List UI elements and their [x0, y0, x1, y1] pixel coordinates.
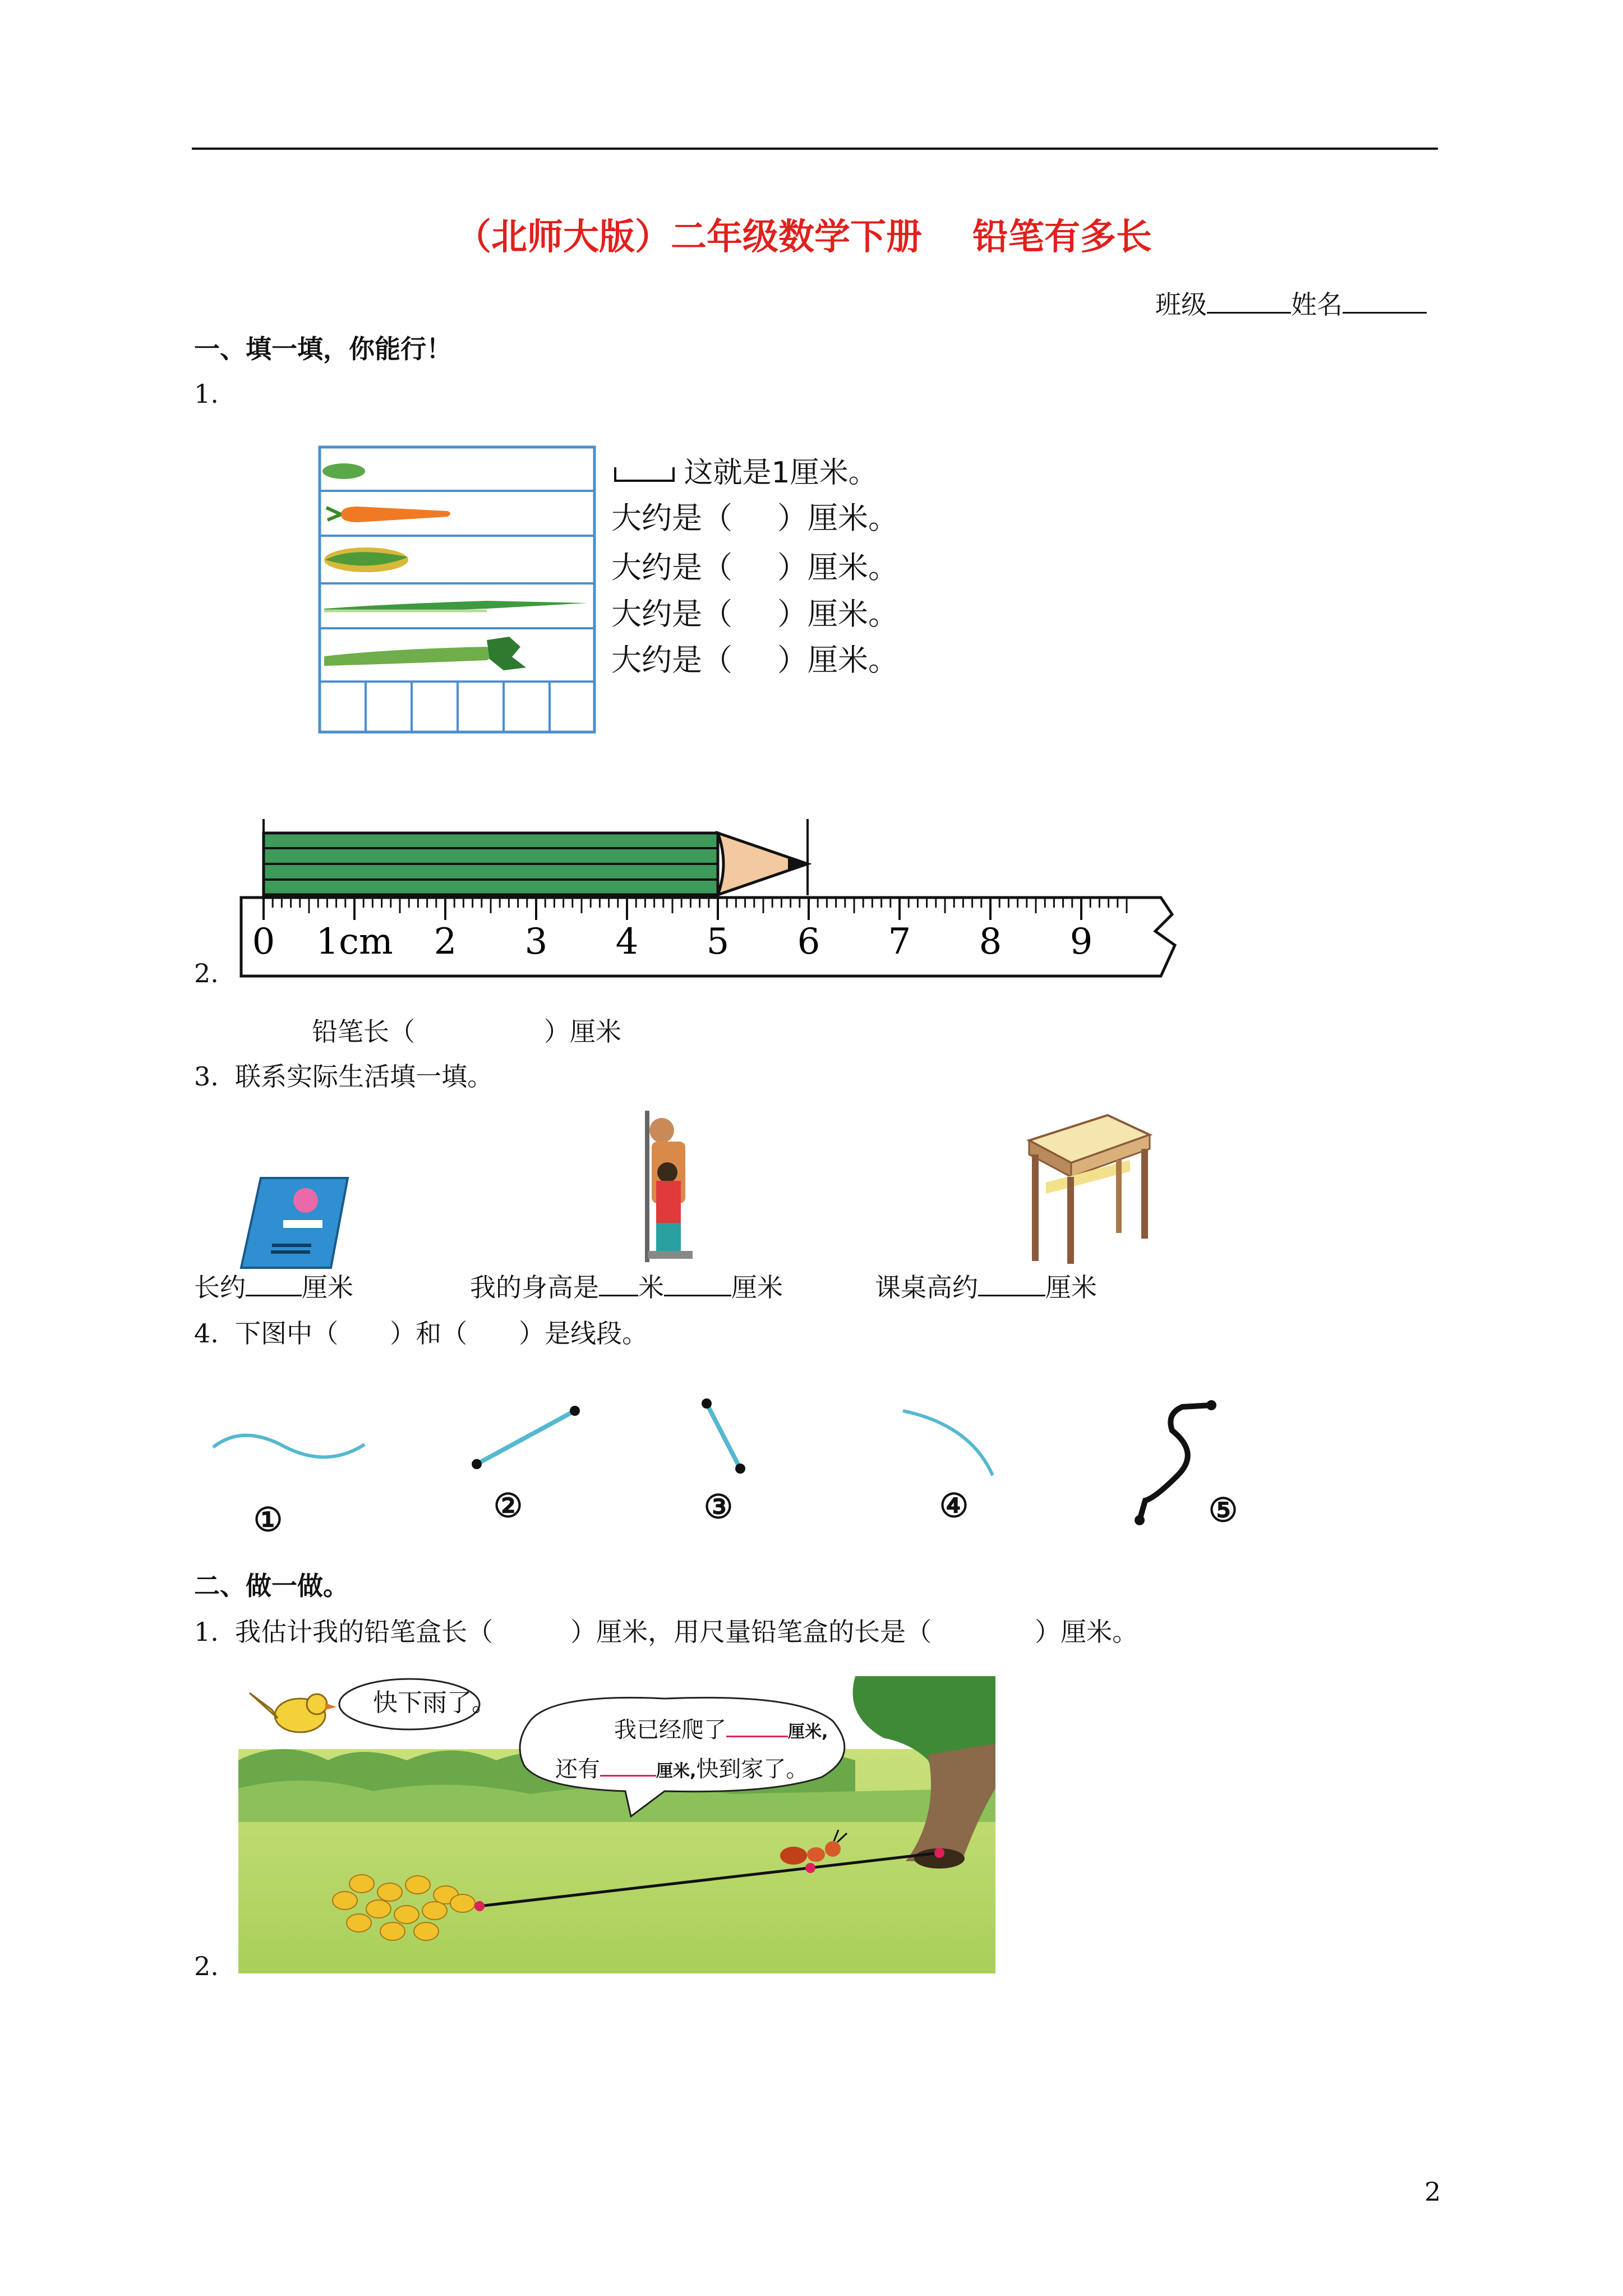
q1-answer-2[interactable] — [732, 555, 777, 578]
q1-answer-3[interactable] — [732, 602, 777, 624]
pencil-answer-row: 铅笔长（ ）厘米 — [312, 1016, 621, 1047]
name-blank[interactable] — [1343, 289, 1427, 314]
leaf-icon — [322, 463, 365, 479]
q3-answers-row: 长约 厘米 — [194, 1272, 353, 1303]
height-meter-blank[interactable] — [599, 1272, 638, 1296]
q3-prompt: 3. 联系实际生活填一填。 — [194, 1061, 494, 1092]
title-part2: 铅笔有多长 — [972, 216, 1152, 258]
page-number: 2 — [1424, 2177, 1441, 2207]
desk-height-blank[interactable] — [978, 1272, 1045, 1296]
ruler-label: 9 — [1069, 921, 1093, 963]
ruler-label: 2 — [434, 921, 457, 963]
ruler-label: 5 — [706, 921, 730, 963]
student-info — [1155, 289, 1427, 320]
notebook-icon — [238, 1175, 351, 1271]
ruler-label: 7 — [888, 921, 911, 963]
line-figures — [208, 1391, 1262, 1548]
bird-speech-text: 快下雨了。 — [373, 1688, 496, 1717]
child-height-icon — [623, 1108, 718, 1265]
q4-prompt: 4. 下图中（ ）和（ ）是线段。 — [194, 1318, 648, 1349]
page-title — [455, 216, 1152, 259]
ruler-label: 6 — [797, 921, 820, 963]
class-label: 班级 — [1155, 289, 1207, 320]
q2-number: 2. — [194, 958, 219, 988]
ruler-label: 8 — [979, 921, 1002, 963]
ruler-label: 4 — [615, 921, 639, 963]
section2-heading: 二、做一做。 — [194, 1571, 349, 1601]
figure-label-2: ② — [494, 1487, 523, 1525]
title-part1: （北师大版）二年级数学下册 — [455, 216, 922, 258]
s2-q1: 1. 我估计我的铅笔盒长（ ）厘米，用尺量铅笔盒的长是（ ）厘米。 — [194, 1617, 1138, 1647]
celery-icon — [324, 647, 498, 666]
ant-remaining-blank[interactable] — [600, 1758, 656, 1777]
figure-label-1: ① — [253, 1501, 283, 1539]
unit-note-row — [614, 455, 878, 490]
book-length-blank[interactable] — [246, 1272, 302, 1296]
carrot-icon — [341, 507, 450, 522]
pencil-length-answer[interactable] — [415, 1018, 544, 1041]
s2-q2-number: 2. — [194, 1951, 219, 1981]
vegetable-grid — [319, 446, 599, 738]
ruler-label: 3 — [524, 921, 548, 963]
segment-2 — [477, 1411, 575, 1464]
figure-label-5: ⑤ — [1209, 1491, 1238, 1529]
q3-desk-row: 课桌高约 厘米 — [875, 1272, 1097, 1303]
header-rule — [192, 148, 1438, 150]
unit-note: 这就是1厘米。 — [684, 456, 878, 490]
figure-label-3: ③ — [704, 1488, 733, 1526]
ruler-label: 1cm — [316, 921, 393, 963]
ruler-label: 0 — [252, 921, 275, 963]
curve-5 — [1140, 1405, 1211, 1520]
pencil-ruler-figure — [236, 819, 1189, 987]
class-blank[interactable] — [1207, 289, 1291, 314]
q1-answer-1[interactable] — [732, 506, 777, 528]
segment-3 — [707, 1404, 740, 1469]
q1-answer-4[interactable] — [732, 648, 777, 670]
q1-row-2: 大约是（ ）厘米。 — [611, 550, 898, 585]
desk-icon — [1023, 1110, 1152, 1267]
q3-height-row: 我的身高是 米 厘米 — [470, 1272, 783, 1303]
section1-heading: 一、填一填，你能行！ — [194, 334, 452, 364]
name-label: 姓名 — [1291, 289, 1343, 320]
ant-speech-line2: 还有 厘米,快到家了。 — [555, 1756, 809, 1782]
arc-4 — [903, 1411, 993, 1475]
q1-row-1: 大约是（ ）厘米。 — [611, 500, 898, 536]
q1-number: 1. — [194, 379, 219, 409]
pencil-icon — [264, 833, 808, 895]
height-cm-blank[interactable] — [664, 1272, 731, 1296]
curve-1 — [213, 1435, 365, 1457]
q1-row-4: 大约是（ ）厘米。 — [611, 642, 898, 678]
ant-crawled-blank[interactable] — [726, 1719, 788, 1737]
one-cm-bracket-icon — [614, 467, 675, 482]
ant-speech-line1: 我已经爬了 厘米, — [614, 1717, 828, 1743]
figure-label-4: ④ — [939, 1487, 969, 1525]
q1-row-3: 大约是（ ）厘米。 — [611, 596, 898, 632]
